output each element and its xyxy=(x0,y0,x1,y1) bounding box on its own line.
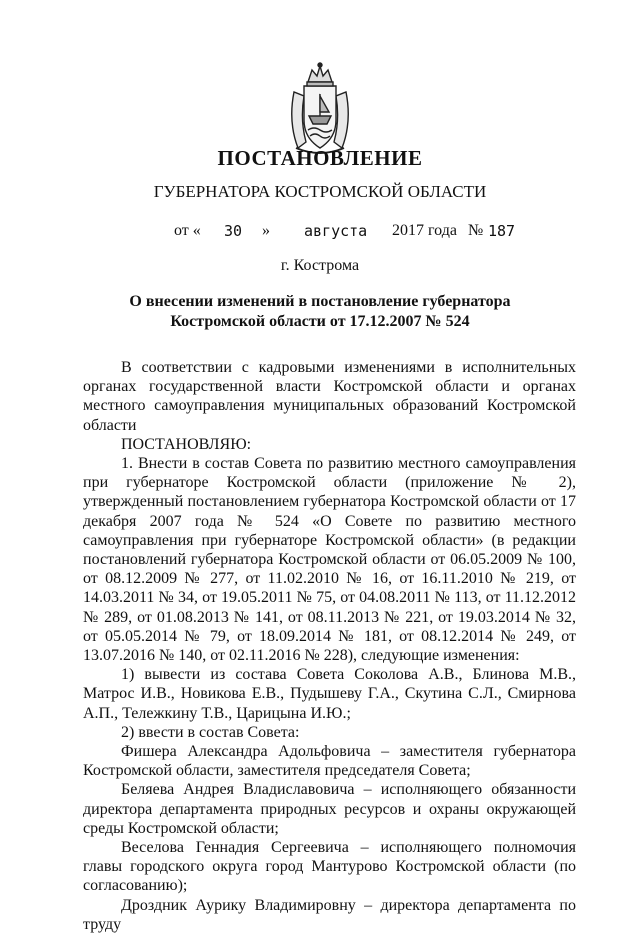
date-prefix: от « xyxy=(174,222,201,239)
number-sign: № xyxy=(468,222,484,239)
date-year: 2017 года xyxy=(392,222,457,239)
date-close-quote: » xyxy=(262,222,270,239)
issuer-subtitle: ГУБЕРНАТОРА КОСТРОМСКОЙ ОБЛАСТИ xyxy=(153,182,487,201)
document-number: 187 xyxy=(488,222,516,240)
body-paragraph: В соответствии с кадровыми изменениями в исполнительных органах государственной власти Костромской области и органах местного самоуправления муниципальных образований Костромской области xyxy=(83,359,576,434)
date-month: августа xyxy=(304,222,368,240)
city-line: г. Кострома xyxy=(280,257,360,274)
body-paragraph: 1) вывести из состава Совета Соколова А.В., Блинова М.В., Матрос И.В., Новикова Е.В., Пудышеву Г.А., Скутина С.Л., Смирнова А.П., Тележкину Т.В., Царицына И.Ю.; xyxy=(83,666,576,722)
body-paragraph: Беляева Андрея Владиславовича – исполняющего обязанности директора департамента природных ресурсов и охраны окружающей среды Костромской области; xyxy=(83,781,576,837)
heading-line-2: Костромской области от 17.12.2007 № 524 xyxy=(170,313,470,330)
body-paragraph: Веселова Геннадия Сергеевича – исполняющего полномочия главы городского округа город Мантурово Костромской области (по согласованию); xyxy=(83,839,576,895)
document-body xyxy=(83,358,576,934)
body-paragraph: 2) ввести в состав Совета: xyxy=(121,723,300,741)
document-title: ПОСТАНОВЛЕНИЕ xyxy=(217,146,423,170)
heading-line-1: О внесении изменений в постановление губернатора xyxy=(129,293,511,310)
body-paragraph: ПОСТАНОВЛЯЮ: xyxy=(121,435,252,453)
date-day: 30 xyxy=(224,222,243,240)
body-paragraph: Дроздник Аурику Владимировну – директора департамента по труду xyxy=(83,896,576,933)
body-paragraph: 1. Внести в состав Совета по развитию местного самоуправления при губернаторе Костромской области (приложение № 2), утвержденный постановлением губернатора Костромской области от 17 декабря 2007 года № 524 «О Совете по развитию местного самоуправления при губернаторе Костромской области» (в редакции постановлений губернатора Костромской области от 06.05.2009 № 100, от 08.12.2009 № 277, от 11.02.2010 № 16, от 16.11.2010 № 219, от 14.03.2011 № 34, от 19.05.2011 № 75, от 04.08.2011 № 113, от 11.12.2012 № 289, от 01.08.2013 № 141, от 08.11.2013 № 221, от 19.03.2014 № 32, от 05.05.2014 № 79, от 18.09.2014 № 181, от 08.12.2014 № 249, от 13.07.2016 № 140, от 02.11.2016 № 228), следующие изменения: xyxy=(83,455,576,665)
document-heading xyxy=(0,292,640,332)
coat-of-arms-emblem xyxy=(284,62,356,158)
body-paragraph: Фишера Александра Адольфовича – заместителя губернатора Костромской области, заместителя председателя Совета; xyxy=(83,743,576,780)
